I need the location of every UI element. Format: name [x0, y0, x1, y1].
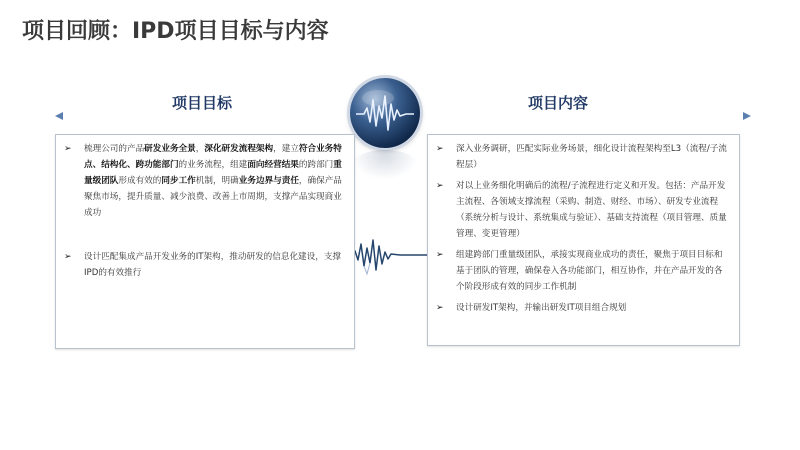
content-text: 深入业务调研，匹配实际业务场景，细化设计流程架构至L3（流程/子流程层） — [456, 144, 727, 170]
goals-panel — [55, 134, 355, 349]
bullet-arrow-icon: ➢ — [436, 250, 444, 260]
goals-heading: 项目目标 — [172, 94, 233, 112]
goal-text-emphasis: 重量级团队 — [84, 160, 342, 186]
goal-text-segment: 梳理公司的产品 — [84, 144, 145, 154]
bullet-arrow-icon: ➢ — [64, 144, 72, 154]
goal-text-segment: 机制，明确 — [195, 176, 239, 186]
bullet-arrow-icon: ➢ — [436, 303, 444, 313]
goal-item — [64, 249, 344, 281]
bullet-arrow-icon: ➢ — [436, 181, 444, 191]
goal-text — [84, 141, 344, 221]
goal-text-segment: ， — [195, 144, 205, 154]
goal-text-segment: 的跨部门 — [298, 160, 334, 170]
content-text: 组建跨部门重量级团队，承接实现商业成功的责任，聚焦于项目目标和基于团队的管理，确保卷入各功能部门，相互协作，并在产品开发的各个阶段形成有效的同步工作机制 — [456, 250, 723, 292]
bullet-arrow-icon: ➢ — [436, 144, 444, 154]
content-item — [436, 247, 729, 295]
goal-text-segment: 形成有效的 — [118, 176, 162, 186]
goal-text: 设计匹配集成产品开发业务的IT架构，推动研发的信息化建设，支撑IPD的有效推行 — [84, 252, 342, 278]
goal-text-emphasis: 深化研发流程架构 — [204, 144, 274, 154]
goal-text-segment: ，建立 — [273, 144, 299, 154]
goal-text-emphasis: 符合业务特点、结构化、跨功能部门 — [84, 144, 342, 170]
goal-text-emphasis: 研发业务全景 — [144, 144, 196, 154]
content-item — [436, 300, 729, 316]
goal-text-segment: 的业务流程，组建 — [178, 160, 248, 170]
content-text: 对以上业务细化明确后的流程/子流程进行定义和开发。包括：产品开发主流程、各领域支撑流程（采购、制造、财经、市场）、研发专业流程（系统分析与设计、系统集成与验证）、基础支持流程（项目管理、质量管理、变更管理） — [456, 181, 727, 239]
page-title: 项目回顾：IPD项目目标与内容 — [22, 19, 329, 44]
goal-item — [64, 141, 344, 221]
content-item — [436, 178, 729, 242]
goal-text-emphasis: 同步工作 — [161, 176, 196, 186]
content-heading: 项目内容 — [528, 94, 589, 112]
content-text: 设计研发IT架构，并输出研发IT项目组合规划 — [456, 303, 627, 313]
content-item — [436, 141, 729, 173]
heartbeat-wave-icon — [350, 78, 420, 148]
bullet-arrow-icon: ➢ — [64, 252, 72, 262]
goal-text-emphasis: 面向经营结果 — [247, 160, 299, 170]
emblem-reflection — [352, 150, 418, 180]
goal-text-segment: ，确保产品聚焦市场，提升质量、减少浪费、改善上市周期，支撑产品实现商业成功 — [84, 176, 342, 218]
goal-text-emphasis: 业务边界与责任 — [238, 176, 299, 186]
content-panel — [427, 134, 740, 346]
